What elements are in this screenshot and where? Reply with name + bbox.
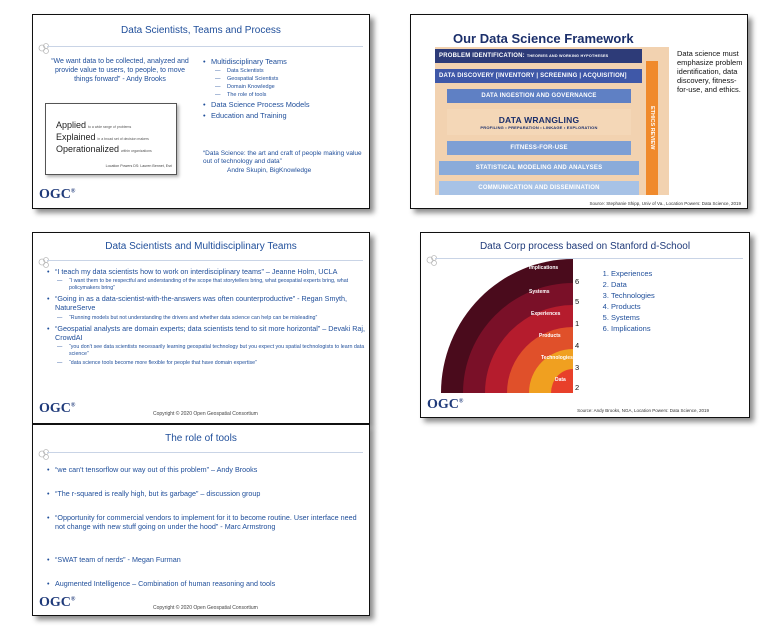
slide-title: Data Scientists, Teams and Process bbox=[121, 25, 281, 36]
card-credit: Location Powers DS: Lauren Bennet, Esri bbox=[105, 164, 172, 168]
bar-data-ingestion: DATA INGESTION AND GOVERNANCE bbox=[447, 89, 631, 103]
quote2-text: “Data Science: the art and craft of people making value out of technology and data” bbox=[203, 150, 362, 166]
list-item: 5. Systems bbox=[611, 313, 655, 322]
ogc-logo: OGC® bbox=[39, 401, 76, 416]
list-item: • “I teach my data scientists how to work on interdisciplinary teams” – Jeanne Holm, UCLA bbox=[47, 267, 365, 276]
list-subitem: — “you don't see data scientists necessarily learning geospatial technology but you expect you spatial technologists to learn data science” bbox=[47, 344, 365, 358]
arc-label: Systems bbox=[529, 289, 550, 295]
step-number: 5 bbox=[575, 297, 580, 306]
layered-arcs-diagram bbox=[441, 259, 573, 393]
list-subitem: — “I want them to be respectful and understanding of the scope that storytellers bring, what geospatial experts bring, what policymakers bring” bbox=[47, 278, 365, 292]
list-item: • Education and Training bbox=[203, 111, 310, 120]
list-subitem: — The role of tools bbox=[203, 92, 310, 98]
process-list bbox=[597, 269, 655, 335]
arc-label: Products bbox=[539, 333, 561, 339]
bar-fitness-for-use: FITNESS-FOR-USE bbox=[447, 141, 631, 155]
copyright: Copyright © 2020 Open Geospatial Consortium bbox=[153, 605, 258, 611]
framework-diagram bbox=[435, 47, 669, 195]
arc-label: Data bbox=[555, 377, 566, 383]
step-number: 3 bbox=[575, 363, 580, 372]
framework-description: Data science must emphasize problem identification, data discovery, fitness-for-use, and ethics. bbox=[677, 49, 743, 94]
list-item: • “SWAT team of nerds” - Megan Furman bbox=[47, 555, 365, 564]
ogc-logo: OGC® bbox=[39, 595, 76, 610]
list-subitem: — “Running models but not understanding the drivers and whether data science can help can be misleading” bbox=[47, 315, 365, 322]
list-item: • “we can't tensorflow our way out of this problem” – Andy Brooks bbox=[47, 465, 365, 474]
slide-multidisciplinary-teams[interactable] bbox=[32, 232, 370, 424]
slide-data-science-framework[interactable] bbox=[410, 14, 748, 209]
list-item: • Data Science Process Models bbox=[203, 100, 310, 109]
ethics-review-bar: ETHICS REVIEW bbox=[646, 61, 658, 195]
arc-label: Experiences bbox=[531, 311, 561, 317]
list-subitem: — Domain Knowledge bbox=[203, 84, 310, 90]
quote-andy-brooks: “We want data to be collected, analyzed and provide value to users, to people, to move things forward” - Andy Brooks bbox=[51, 58, 189, 84]
source-note: Source: Andy Brooks, NGA, Location Powers: Data Science, 2019 bbox=[577, 408, 709, 413]
list-item: • Augmented Intelligence – Combination of human reasoning and tools bbox=[47, 579, 365, 588]
list-item: • Multidisciplinary Teams bbox=[203, 57, 310, 66]
list-subitem: — “data science tools become more flexible for people that have domain expertise” bbox=[47, 360, 365, 367]
quote-list bbox=[47, 267, 365, 369]
list-item: • “Opportunity for commercial vendors to implement for it to become routine. User interface need not change with new stuff going on under the hood” - Marc Armstrong bbox=[47, 513, 365, 532]
arc-label: Implications bbox=[529, 265, 559, 271]
copyright: Copyright © 2020 Open Geospatial Consortium bbox=[153, 411, 258, 417]
arc-label: Technologies bbox=[541, 355, 573, 361]
bar-data-discovery: DATA DISCOVERY [INVENTORY | SCREENING | ACQUISITION] bbox=[435, 69, 642, 83]
quote2-attribution: Andre Skupin, BigKnowledge bbox=[227, 166, 312, 174]
card-word-applied: Applied to a wide range of problems bbox=[56, 120, 132, 130]
bar-communication: COMMUNICATION AND DISSEMINATION bbox=[439, 181, 639, 195]
step-number: 4 bbox=[575, 341, 580, 350]
ogc-logo: OGC® bbox=[427, 397, 464, 412]
list-item: 2. Data bbox=[611, 280, 655, 289]
card-word-explained: Explained in a broad set of decision makers bbox=[56, 132, 149, 142]
slide-title: Data Scientists and Multidisciplinary Teams bbox=[105, 241, 297, 252]
slide-data-corp-process[interactable] bbox=[420, 232, 750, 418]
step-number: 6 bbox=[575, 277, 580, 286]
list-item: 6. Implications bbox=[611, 324, 655, 333]
ogc-deco-icon bbox=[37, 447, 51, 461]
list-item: 1. Experiences bbox=[611, 269, 655, 278]
slide-title: Data Corp process based on Stanford d-School bbox=[479, 241, 691, 252]
list-subitem: — Geospatial Scientists bbox=[203, 76, 310, 82]
quote-andre-skupin bbox=[203, 150, 363, 175]
slide-data-scientists-teams-process[interactable] bbox=[32, 14, 370, 209]
title-divider bbox=[47, 46, 363, 47]
title-divider bbox=[47, 452, 363, 453]
list-item: 3. Technologies bbox=[611, 291, 655, 300]
applied-explained-card bbox=[45, 103, 177, 175]
slide-title: The role of tools bbox=[165, 433, 237, 444]
step-number: 1 bbox=[575, 319, 580, 328]
list-subitem: — Data Scientists bbox=[203, 68, 310, 74]
bar-problem-identification: PROBLEM IDENTIFICATION: THEORIES AND WORKING HYPOTHESES bbox=[435, 49, 642, 63]
step-number: 2 bbox=[575, 383, 580, 392]
list-item: • “Geospatial analysts are domain experts; data scientists tend to sit more horizontal” – Devaki Raj, CrowdAI bbox=[47, 324, 365, 343]
list-item: • “Going in as a data-scientist-with-the-answers was often counterproductive” - Regan Smyth, NatureServe bbox=[47, 294, 365, 313]
ogc-deco-icon bbox=[425, 253, 439, 267]
bar-data-wrangling: DATA WRANGLING PROFILING • PREPARATION • LINKAGE • EXPLORATION bbox=[447, 109, 631, 135]
slide-role-of-tools[interactable] bbox=[32, 424, 370, 616]
topic-list bbox=[203, 57, 310, 122]
list-item: • “The r-squared is really high, but its garbage” – discussion group bbox=[47, 489, 365, 498]
title-divider bbox=[47, 260, 363, 261]
ogc-deco-icon bbox=[37, 41, 51, 55]
source-note: Source: Stephanie Shipp, Univ of Va., Location Powers: Data Science, 2019 bbox=[589, 201, 741, 206]
slide-title: Our Data Science Framework bbox=[453, 31, 634, 46]
ogc-logo: OGC® bbox=[39, 187, 76, 202]
bar-statistical-modeling: STATISTICAL MODELING AND ANALYSES bbox=[439, 161, 639, 175]
list-item: 4. Products bbox=[611, 302, 655, 311]
card-word-operationalized: Operationalized within organizations bbox=[56, 144, 152, 154]
